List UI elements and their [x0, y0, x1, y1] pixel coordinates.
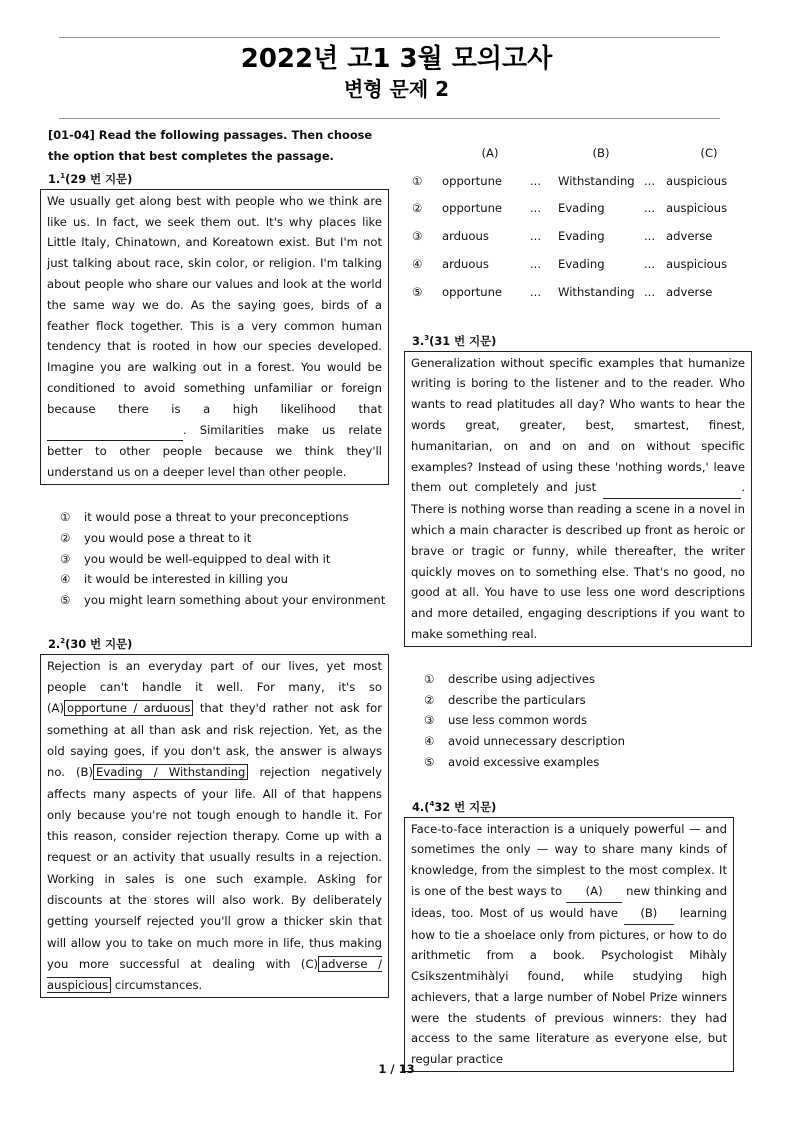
q1-passage — [40, 189, 389, 485]
q3-number: 3. — [412, 333, 425, 348]
option-text: it would be interested in killing you — [84, 572, 289, 587]
header-b: (B) — [592, 145, 610, 160]
option-number: ① — [424, 671, 435, 686]
option-b: Withstanding — [558, 173, 635, 188]
q3-option-1[interactable] — [424, 669, 752, 690]
q2-answer-table — [412, 139, 752, 306]
option-a: opportune — [442, 284, 503, 299]
q2-passage-part-3: rejection negatively affects many aspects of your life. All of that happens only because you're not tough enough to handle it. For this reason, consider rejection therapy. Come up with a request or an activity that usually results in a rejection. Working in sales is one such example. Asking for discounts at the stores will also work. By deliberately getting yourself rejected you'll grow a thicker skin that will allow you to take on much more in life, thus making you more successful at dealing with (C) — [47, 765, 382, 971]
ellipsis: ... — [530, 201, 542, 216]
q2-heading — [40, 631, 389, 654]
option-b: Evading — [558, 201, 605, 216]
option-a: opportune — [442, 201, 503, 216]
option-number: ③ — [412, 229, 423, 244]
ellipsis: ... — [530, 173, 542, 188]
q4-passage-part-2: new thinking and ideas, too. Most of us would have — [411, 883, 728, 920]
ellipsis: ... — [530, 229, 542, 244]
left-column — [40, 125, 389, 998]
option-c: adverse — [666, 284, 713, 299]
option-text: avoid unnecessary description — [448, 734, 625, 749]
option-text: use less common words — [448, 713, 588, 728]
q2-number: 2. — [48, 636, 61, 651]
q4-footnote-mark: 4 — [429, 799, 435, 808]
q3-source: (31 번 지문) — [429, 333, 497, 348]
option-text: describe using adjectives — [448, 671, 596, 686]
q2-option-4[interactable] — [412, 250, 752, 278]
right-column — [404, 139, 752, 1072]
option-text: you might learn something about your environment — [84, 593, 386, 608]
header-a: (A) — [481, 145, 499, 160]
page-title: 2022년 고1 3월 모의고사 — [240, 44, 553, 74]
option-number: ⑤ — [412, 284, 423, 299]
option-number: ② — [60, 530, 71, 545]
q2-table-header — [412, 139, 752, 167]
q1-footnote-mark: 1 — [60, 172, 66, 180]
ellipsis: ... — [530, 284, 542, 299]
option-number: ② — [424, 692, 435, 707]
q1-option-3[interactable] — [60, 549, 389, 570]
page-number: 1 / 13 — [378, 1062, 415, 1076]
option-text: you would be well-equipped to deal with it — [84, 551, 331, 566]
q2-option-2[interactable] — [412, 195, 752, 223]
q3-option-4[interactable] — [424, 731, 752, 752]
option-a: arduous — [442, 229, 489, 244]
ellipsis: ... — [530, 257, 542, 272]
ellipsis: ... — [644, 173, 656, 188]
q3-options — [404, 669, 752, 773]
q2-choice-box-b: Evading / Withstanding — [93, 764, 248, 780]
q1-option-4[interactable] — [60, 569, 389, 590]
option-number: ① — [412, 173, 423, 188]
q3-option-3[interactable] — [424, 710, 752, 731]
option-number: ④ — [60, 572, 71, 587]
option-text: you would pose a threat to it — [84, 530, 252, 545]
q4-passage-part-1: Face-to-face interaction is a uniquely powerful — and sometimes the only — way to share many kinds of knowledge, from the simplest to the most complex. It is one of the best ways to — [411, 821, 727, 898]
q3-passage — [404, 351, 752, 647]
option-number: ④ — [412, 257, 423, 272]
q1-option-1[interactable] — [60, 507, 389, 528]
option-number: ⑤ — [60, 593, 71, 608]
ellipsis: ... — [644, 201, 656, 216]
option-a: arduous — [442, 257, 489, 272]
q2-passage-part-2: that they'd rather not ask for something at all than ask and risk rejection. Yet, as the old saying goes, if you don't ask, the answer is always no. (B) — [47, 701, 382, 780]
q4-blank-b: (B) — [624, 903, 674, 925]
ellipsis: ... — [644, 284, 656, 299]
option-number: ③ — [424, 713, 435, 728]
option-b: Evading — [558, 257, 605, 272]
option-c: auspicious — [666, 173, 728, 188]
instructions: [01-04] Read the following passages. Then choose the option that best completes the passage. — [48, 128, 373, 163]
q4-passage-part-3: learning how to tie a shoelace only from pictures, or how to do arithmetic from a book. Psychologist Mihàly Csikszentmihàlyi found, while studying high achievers, that a large number of Nobel Prize winners were the students of previous winners: they had access to the same literature as everyone else, but regular practice — [411, 905, 727, 1067]
q4-number: 4.( — [412, 799, 430, 814]
page-subtitle: 변형 문제 2 — [343, 77, 450, 101]
q3-passage-start: Generalization without specific examples that humanize writing is boring to the listener and to the reader. Who wants to read platitudes all day? Who wants to hear the words great, greater, best, smartest, finest, humanitarian, on and on and on without specific examples? Instead of using these 'nothing words,' leave them out completely and just — [411, 355, 745, 495]
q1-passage-start: We usually get along best with people who we think are like us. In fact, we seek them out. It's why places like Little Italy, Chinatown, and Koreatown exist. But I'm not just talking about race, skin color, or religion. I'm talking about people who share our values and look at the world the same way we do. As the saying goes, birds of a feather flock together. This is a very common human tendency that is rooted in how our species developed. Imagine you are walking out in a forest. You would be conditioned to avoid something unfamiliar or foreign because there is a high likelihood that — [47, 193, 382, 416]
option-number: ③ — [60, 551, 71, 566]
title-rule — [59, 118, 720, 119]
q1-blank — [47, 420, 183, 442]
q1-number: 1. — [48, 171, 61, 186]
q2-option-1[interactable] — [412, 167, 752, 195]
q3-option-2[interactable] — [424, 690, 752, 711]
option-b: Evading — [558, 229, 605, 244]
option-number: ⑤ — [424, 754, 435, 769]
q1-option-5[interactable] — [60, 590, 389, 611]
option-a: opportune — [442, 173, 503, 188]
q1-heading — [40, 166, 389, 189]
q2-option-5[interactable] — [412, 278, 752, 306]
option-text: describe the particulars — [448, 692, 586, 707]
q4-blank-a: (A) — [566, 881, 622, 903]
header-c: (C) — [700, 145, 718, 160]
q4-heading — [404, 794, 752, 817]
q2-source: (30 번 지문) — [65, 636, 133, 651]
q1-option-2[interactable] — [60, 528, 389, 549]
option-c: adverse — [666, 229, 713, 244]
q1-source: (29 번 지문) — [65, 171, 133, 186]
q4-passage — [404, 817, 734, 1073]
q2-passage-part-1: Rejection is an everyday part of our lives, yet most people can't handle it well. For many, it's so (A) — [47, 658, 382, 716]
q3-option-5[interactable] — [424, 752, 752, 773]
option-c: auspicious — [666, 201, 728, 216]
q2-footnote-mark: 2 — [60, 636, 66, 645]
option-text: it would pose a threat to your preconceptions — [84, 509, 349, 524]
option-text: avoid excessive examples — [448, 754, 600, 769]
q2-option-3[interactable] — [412, 222, 752, 250]
q2-passage — [40, 654, 389, 999]
option-number: ② — [412, 201, 423, 216]
ellipsis: ... — [644, 257, 656, 272]
option-b: Withstanding — [558, 284, 635, 299]
option-c: auspicious — [666, 257, 728, 272]
q3-heading — [404, 328, 752, 351]
q3-passage-end: . There is nothing worse than reading a scene in a novel in which a main character is described up front as heroic or brave or tragic or funny, while thereafter, the writer quickly moves on to something else. That's no good, no good at all. You have to use less one word descriptions and more detailed, engaging descriptions if you want to make something real. — [411, 480, 745, 641]
ellipsis: ... — [644, 229, 656, 244]
q1-passage-end: . Similarities make us relate better to other people because we think they'll understand us on a deeper level than other people. — [47, 422, 382, 480]
q2-passage-part-4: circumstances. — [111, 978, 203, 993]
option-number: ④ — [424, 734, 435, 749]
q3-footnote-mark: 3 — [424, 333, 430, 342]
top-rule — [59, 37, 720, 38]
q2-choice-box-a: opportune / arduous — [64, 700, 194, 716]
q1-options — [40, 507, 389, 611]
q3-blank — [603, 477, 741, 499]
q2-choice-box-c: adverse / auspicious — [47, 956, 382, 993]
option-number: ① — [60, 509, 71, 524]
q4-source: 32 번 지문) — [434, 799, 497, 814]
